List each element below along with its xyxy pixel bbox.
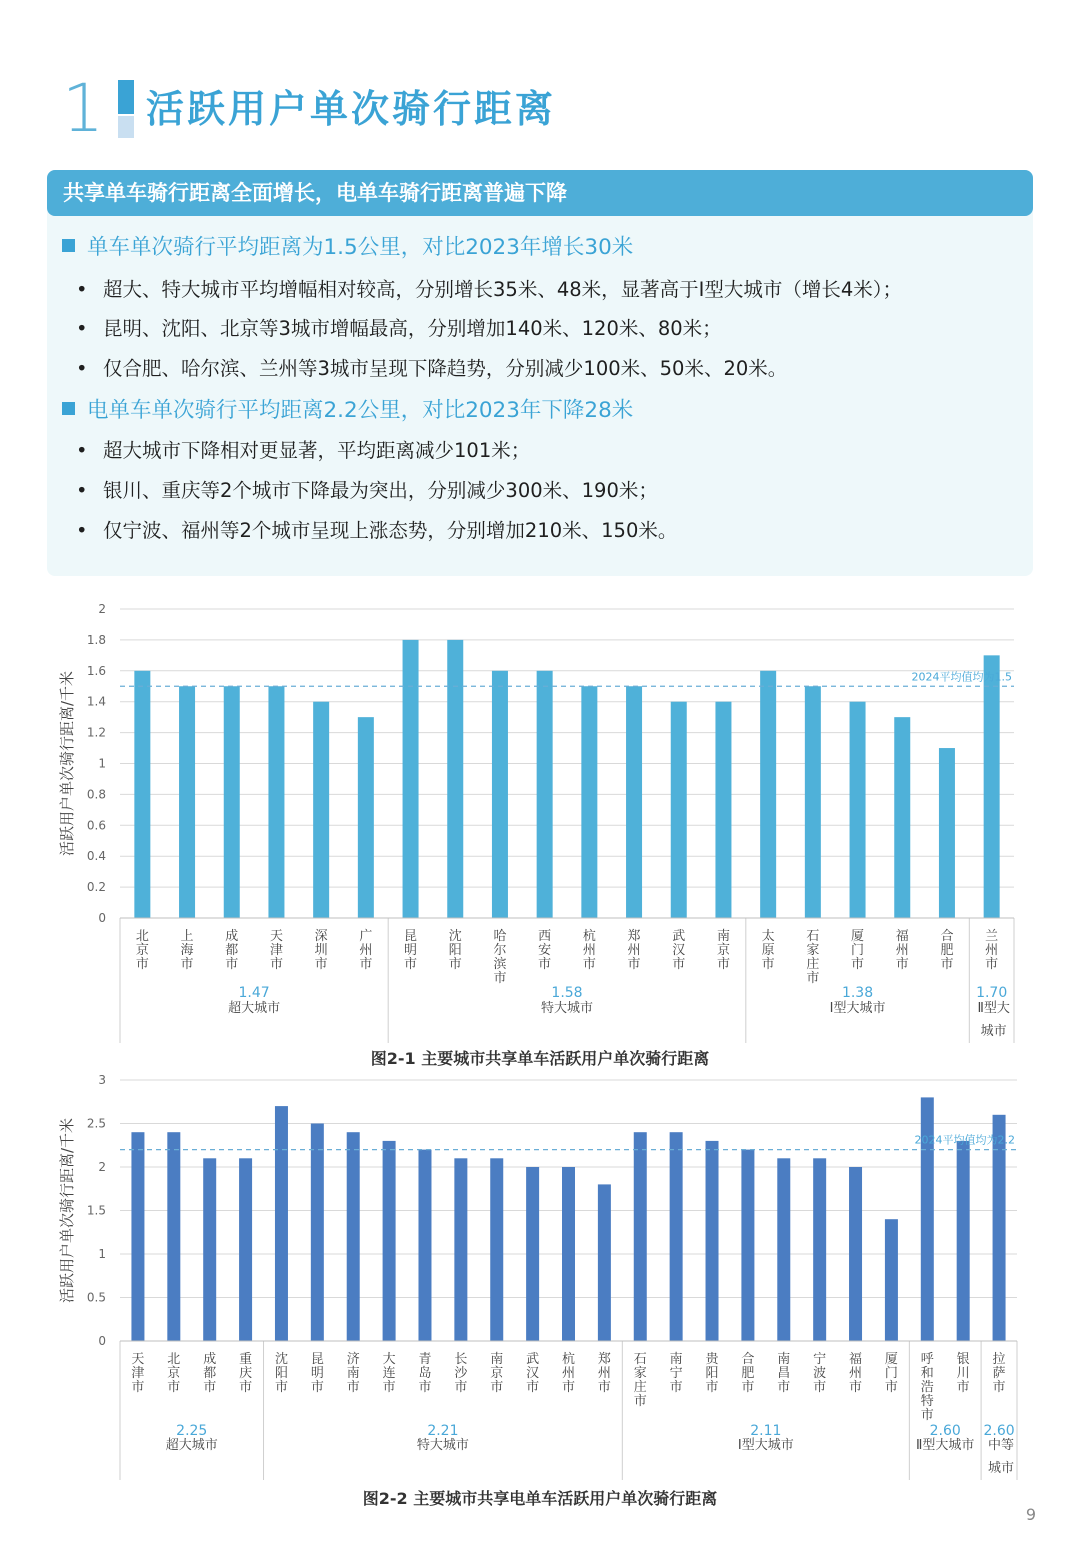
- bar: [993, 1115, 1006, 1341]
- x-tick-label: 郑州市: [627, 929, 641, 972]
- subheading-text: 单车单次骑行平均距离为1.5公里，对比2023年增长30米: [87, 235, 634, 260]
- x-tick-label: 北京市: [167, 1352, 181, 1395]
- bullet-text: 超大城市下降相对更显著，平均距离减少101米；: [103, 439, 531, 462]
- square-bullet-icon: [62, 239, 75, 252]
- bar: [311, 1124, 324, 1342]
- y-tick-label: 1.2: [86, 725, 106, 740]
- x-tick-label: 南昌市: [777, 1352, 791, 1395]
- bar: [268, 686, 284, 918]
- x-tick-label: 济南市: [346, 1352, 360, 1395]
- bullet-text: 仅宁波、福州等2个城市呈现上涨态势，分别增加210米、150米。: [103, 519, 678, 542]
- group-average-label: 1.70: [976, 985, 1008, 1001]
- title-accent-bar-light: [118, 116, 134, 138]
- y-tick-label: 0.4: [86, 849, 106, 864]
- x-tick-label: 深圳市: [314, 929, 328, 972]
- x-tick-label: 石家庄市: [806, 929, 820, 986]
- bullet-text: 超大、特大城市平均增幅相对较高，分别增长35米、48米，显著高于I型大城市（增长4米）；: [103, 278, 903, 301]
- y-tick-label: 0: [98, 1334, 106, 1348]
- x-tick-label: 拉萨市: [992, 1352, 1006, 1395]
- bar: [894, 717, 910, 918]
- group-average-label: 2.60: [929, 1423, 961, 1439]
- group-name-label: 特大城市: [540, 1001, 594, 1016]
- chart2-caption: 图2-2 主要城市共享电单车活跃用户单次骑行距离: [362, 1489, 718, 1508]
- group-name-label: 中等城市: [988, 1438, 1015, 1476]
- bar: [403, 640, 419, 918]
- y-tick-label: 0: [98, 911, 106, 925]
- group-average-label: 2.25: [176, 1423, 208, 1439]
- x-tick-label: 厦门市: [884, 1352, 898, 1395]
- x-tick-label: 南宁市: [669, 1352, 683, 1395]
- summary-subheading-ebike: [62, 396, 633, 426]
- bar: [418, 1150, 431, 1341]
- bar: [671, 702, 687, 918]
- bar: [275, 1106, 288, 1341]
- bar: [939, 748, 955, 918]
- bar: [167, 1132, 180, 1341]
- subheading-text: 电单车单次骑行平均距离2.2公里，对比2023年下降28米: [87, 398, 634, 423]
- y-tick-label: 1.5: [86, 1203, 106, 1218]
- reference-line-label: 2024平均值均为2.2: [914, 1133, 1015, 1147]
- bar: [347, 1132, 360, 1341]
- bar: [454, 1158, 467, 1341]
- bullet-text: 仅合肥、哈尔滨、兰州等3城市呈现下降趋势，分别减少100米、50米、20米。: [103, 357, 788, 380]
- x-tick-label: 杭州市: [582, 929, 596, 972]
- bar: [706, 1141, 719, 1341]
- bar: [813, 1158, 826, 1341]
- y-tick-label: 0.8: [86, 787, 106, 802]
- x-tick-label: 大连市: [382, 1352, 396, 1395]
- ebike-distance-chart: [0, 1068, 1080, 1483]
- bar: [670, 1132, 683, 1341]
- bar: [885, 1219, 898, 1341]
- x-tick-label: 武汉市: [526, 1352, 540, 1395]
- x-tick-label: 成都市: [203, 1352, 217, 1395]
- x-tick-label: 青岛市: [418, 1352, 432, 1395]
- x-tick-label: 长沙市: [454, 1352, 468, 1395]
- summary-bullet: • 银川、重庆等2个城市下降最为突出，分别减少300米、190米；: [76, 479, 658, 502]
- group-name-label: Ⅱ型大城市: [977, 1001, 1010, 1039]
- bar: [239, 1158, 252, 1341]
- bar: [805, 686, 821, 918]
- group-name-label: Ⅰ型大城市: [737, 1438, 794, 1453]
- group-average-label: 2.11: [750, 1423, 782, 1439]
- group-average-label: 1.58: [551, 985, 583, 1001]
- square-bullet-icon: [62, 402, 75, 415]
- x-tick-label: 郑州市: [597, 1352, 611, 1395]
- y-tick-label: 1.4: [86, 694, 106, 709]
- x-tick-label: 上海市: [180, 929, 194, 972]
- x-tick-label: 北京市: [135, 929, 149, 972]
- y-axis-label: 活跃用户单次骑行距离/千米: [58, 670, 76, 857]
- x-tick-label: 沈阳市: [274, 1352, 288, 1395]
- group-name-label: 特大城市: [416, 1438, 469, 1453]
- x-tick-label: 西安市: [538, 929, 552, 972]
- section-title: 活跃用户单次骑行距离: [146, 87, 557, 131]
- x-tick-label: 昆明市: [404, 929, 418, 972]
- y-tick-label: 0.2: [86, 880, 106, 895]
- bullet-text: 昆明、沈阳、北京等3城市增幅最高，分别增加140米、120米、80米；: [103, 317, 722, 340]
- bar: [134, 671, 150, 918]
- x-tick-label: 沈阳市: [448, 929, 462, 972]
- x-tick-label: 成都市: [225, 929, 239, 972]
- x-tick-label: 广州市: [359, 929, 373, 972]
- summary-bullet: • 超大、特大城市平均增幅相对较高，分别增长35米、48米，显著高于I型大城市（增长4米）；: [76, 278, 903, 301]
- bar: [957, 1141, 970, 1341]
- x-tick-label: 重庆市: [239, 1352, 253, 1395]
- bar: [179, 686, 195, 918]
- x-tick-label: 福州市: [849, 1352, 863, 1395]
- x-tick-label: 太原市: [761, 929, 775, 972]
- bar: [581, 686, 597, 918]
- group-average-label: 2.21: [427, 1423, 459, 1439]
- y-tick-label: 2: [98, 602, 106, 616]
- bullet-text: 银川、重庆等2个城市下降最为突出，分别减少300米、190米；: [103, 479, 658, 502]
- x-tick-label: 武汉市: [672, 929, 686, 972]
- y-axis-label: 活跃用户单次骑行距离/千米: [58, 1117, 76, 1304]
- x-tick-label: 银川市: [956, 1352, 970, 1395]
- x-tick-label: 天津市: [131, 1352, 145, 1395]
- group-name-label: Ⅱ型大城市: [916, 1438, 975, 1453]
- summary-bullet: • 仅宁波、福州等2个城市呈现上涨态势，分别增加210米、150米。: [76, 519, 678, 542]
- y-tick-label: 2.5: [86, 1116, 106, 1131]
- bike-distance-chart: [0, 595, 1080, 1045]
- group-name-label: Ⅰ型大城市: [829, 1001, 886, 1016]
- bar: [224, 686, 240, 918]
- bar: [492, 671, 508, 918]
- chart1-caption: 图2-1 主要城市共享单车活跃用户单次骑行距离: [370, 1049, 710, 1068]
- bar: [203, 1158, 216, 1341]
- x-tick-label: 南京市: [716, 929, 730, 972]
- x-tick-label: 合肥市: [940, 929, 954, 972]
- x-tick-label: 杭州市: [561, 1352, 576, 1395]
- bar: [490, 1158, 503, 1341]
- y-tick-label: 1.8: [86, 632, 106, 647]
- x-tick-label: 合肥市: [741, 1352, 755, 1395]
- y-tick-label: 1: [98, 1247, 106, 1261]
- x-tick-label: 南京市: [490, 1352, 504, 1395]
- bar: [715, 702, 731, 918]
- bar: [313, 702, 329, 918]
- x-tick-label: 昆明市: [310, 1352, 324, 1395]
- summary-header-text: 共享单车骑行距离全面增长，电单车骑行距离普遍下降: [63, 181, 567, 205]
- bar: [358, 717, 374, 918]
- bar: [760, 671, 776, 918]
- bar: [526, 1167, 539, 1341]
- bar: [131, 1132, 144, 1341]
- x-tick-label: 宁波市: [813, 1352, 827, 1395]
- bar: [634, 1132, 647, 1341]
- bar: [562, 1167, 575, 1341]
- summary-subheading-bike: [62, 233, 633, 263]
- bar: [598, 1184, 611, 1341]
- section-number: 1: [62, 70, 104, 147]
- y-tick-label: 2: [98, 1160, 106, 1174]
- group-average-label: 2.60: [983, 1423, 1015, 1439]
- group-average-label: 1.38: [841, 985, 874, 1001]
- summary-bullet: • 超大城市下降相对更显著，平均距离减少101米；: [76, 439, 531, 462]
- group-name-label: 超大城市: [165, 1438, 218, 1453]
- y-tick-label: 3: [98, 1073, 106, 1087]
- y-tick-label: 0.6: [86, 818, 106, 833]
- bar: [537, 671, 553, 918]
- bar: [626, 686, 642, 918]
- title-accent-bar: [118, 80, 134, 114]
- summary-bullet: • 昆明、沈阳、北京等3城市增幅最高，分别增加140米、120米、80米；: [76, 317, 722, 340]
- x-tick-label: 哈尔滨市: [493, 929, 507, 986]
- x-tick-label: 石家庄市: [633, 1352, 647, 1409]
- x-tick-label: 天津市: [269, 929, 283, 972]
- x-tick-label: 厦门市: [851, 929, 865, 972]
- x-tick-label: 福州市: [895, 929, 909, 972]
- summary-bullet: • 仅合肥、哈尔滨、兰州等3城市呈现下降趋势，分别减少100米、50米、20米。: [76, 357, 788, 380]
- bar: [383, 1141, 396, 1341]
- page-number: 9: [1025, 1505, 1036, 1524]
- group-name-label: 超大城市: [228, 1001, 281, 1016]
- bar: [984, 655, 1000, 918]
- bar: [849, 1167, 862, 1341]
- x-tick-label: 贵阳市: [705, 1352, 719, 1395]
- y-tick-label: 0.5: [86, 1290, 106, 1305]
- bar: [447, 640, 463, 918]
- x-tick-label: 呼和浩特市: [920, 1352, 934, 1423]
- y-tick-label: 1.6: [86, 663, 106, 678]
- bar: [850, 702, 866, 918]
- bar: [741, 1150, 754, 1341]
- reference-line-label: 2024平均值均为1.5: [911, 670, 1012, 684]
- bar: [777, 1158, 790, 1341]
- x-tick-label: 兰州市: [985, 929, 999, 972]
- group-average-label: 1.47: [238, 985, 270, 1001]
- y-tick-label: 1: [98, 756, 106, 771]
- summary-header: [47, 170, 1033, 216]
